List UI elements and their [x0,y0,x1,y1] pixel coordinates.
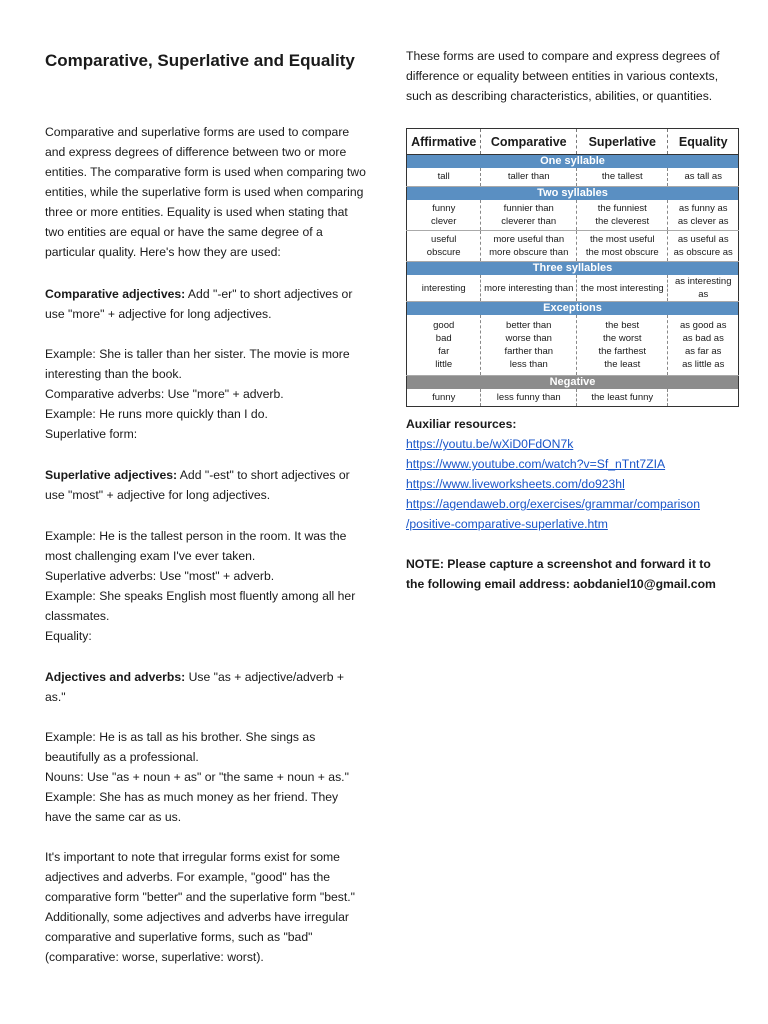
table-header-row [407,129,739,155]
cell-equality: as interesting as [668,275,739,302]
band-row [407,375,739,389]
equality-label: Equality: [45,629,92,643]
comparative-adjectives-heading: Comparative adjectives: [45,287,186,301]
superlative-adverbs-example: Example: She speaks English most fluently among all her classmates. [45,589,356,623]
adjectives-adverbs-heading: Adjectives and adverbs: [45,670,186,684]
cell-equality [668,389,739,407]
band-row [407,186,739,200]
cell-superlative: the tallest [577,168,668,186]
cell-superlative: the best the worst the farthest the least [577,315,668,375]
cell-comparative: taller than [481,168,577,186]
cell-comparative: more interesting than [481,275,577,302]
cell-equality: as good as as bad as as far as as little as [668,315,739,375]
band-three-syllables: Three syllables [407,262,739,276]
cell-comparative: more useful than more obscure than [481,231,577,262]
table-row [407,275,739,302]
superlative-adjectives-paragraph [45,465,367,505]
resource-link-agendaweb[interactable]: https://agendaweb.org/exercises/grammar/comparison [406,497,700,511]
grammar-table [406,128,739,407]
comparative-example: Example: She is taller than her sister. The movie is more interesting than the book. [45,347,350,381]
intro-paragraph: Comparative and superlative forms are used to compare and express degrees of difference between two or more entities. The comparative form is used when comparing two entities, while the superlative form is used when comparing three or more entities. Equality is used when stating that two entities are equal or have the same degree of a particular quality. Here's how they are used: [45,125,366,259]
band-row [407,302,739,316]
resource-link-liveworksheets[interactable]: https://www.liveworksheets.com/do923hl [406,477,625,491]
band-row [407,155,739,169]
equality-example: Example: He is as tall as his brother. She sings as beautifully as a professional. [45,730,316,764]
auxiliar-resources-heading: Auxiliar resources: [406,417,517,431]
cell-affirmative: useful obscure [407,231,481,262]
note-paragraph: NOTE: Please capture a screenshot and forward it to the following email address: aobdaniel10@gmail.com [406,557,716,591]
band-one-syllable: One syllable [407,155,739,169]
table-row [407,315,739,375]
cell-equality: as funny as as clever as [668,200,739,231]
cell-comparative: funnier than cleverer than [481,200,577,231]
page-title: Comparative, Superlative and Equality [45,51,355,70]
cell-comparative: less funny than [481,389,577,407]
irregular-forms-paragraph: It's important to note that irregular forms exist for some adjectives and adverbs. For example, "good" has the comparative form "better" and the superlative form "best." Additionally, some adjectives and adverbs have irregular comparative and superlative forms, such as "bad" (comparative: worse, superlative: worst). [45,850,355,964]
superlative-adverbs: Superlative adverbs: Use "most" + adverb. [45,569,275,583]
cell-equality: as tall as [668,168,739,186]
table-row [407,389,739,407]
cell-superlative: the funniest the cleverest [577,200,668,231]
band-negative: Negative [407,375,739,389]
band-exceptions: Exceptions [407,302,739,316]
header-affirmative: Affirmative [407,129,481,155]
cell-equality: as useful as as obscure as [668,231,739,262]
superlative-adjectives-text: Add "-est" to short adjectives or use "most" + adjective for long adjectives. [45,468,350,502]
comparative-adjectives-text: Add "-er" to short adjectives or use "more" + adjective for long adjectives. [45,287,353,321]
cell-comparative: better than worse than farther than less than [481,315,577,375]
comparative-adjectives-paragraph [45,284,367,324]
cell-affirmative: tall [407,168,481,186]
cell-affirmative: good bad far little [407,315,481,375]
nouns-example: Example: She has as much money as her friend. They have the same car as us. [45,790,339,824]
resource-link-youtu[interactable]: https://youtu.be/wXiD0FdON7k [406,437,574,451]
band-two-syllables: Two syllables [407,186,739,200]
nouns-rule: Nouns: Use "as + noun + as" or "the same + noun + as." [45,770,349,784]
right-intro-paragraph: These forms are used to compare and express degrees of difference or equality between entities in various contexts, such as describing characteristics, abilities, or quantities. [406,49,720,103]
header-superlative: Superlative [577,129,668,155]
cell-affirmative: funny clever [407,200,481,231]
resource-link-agendaweb-cont[interactable]: /positive-comparative-superlative.htm [406,517,608,531]
cell-superlative: the least funny [577,389,668,407]
band-row [407,262,739,276]
cell-superlative: the most useful the most obscure [577,231,668,262]
table-row [407,231,739,262]
header-comparative: Comparative [481,129,577,155]
cell-superlative: the most interesting [577,275,668,302]
table-row [407,168,739,186]
table-row [407,200,739,231]
adjectives-adverbs-paragraph [45,667,367,707]
comparative-adverbs: Comparative adverbs: Use "more" + adverb. [45,387,284,401]
cell-affirmative: funny [407,389,481,407]
header-equality: Equality [668,129,739,155]
resource-link-youtube[interactable]: https://www.youtube.com/watch?v=Sf_nTnt7ZIA [406,457,666,471]
resources-block [406,414,726,534]
adjectives-adverbs-text: Use "as + adjective/adverb + as." [45,670,345,704]
cell-affirmative: interesting [407,275,481,302]
superlative-example: Example: He is the tallest person in the room. It was the most challenging exam I've ever taken. [45,529,347,563]
comparative-adverbs-example: Example: He runs more quickly than I do. [45,407,268,421]
superlative-adjectives-heading: Superlative adjectives: [45,468,178,482]
superlative-form-label: Superlative form: [45,427,138,441]
